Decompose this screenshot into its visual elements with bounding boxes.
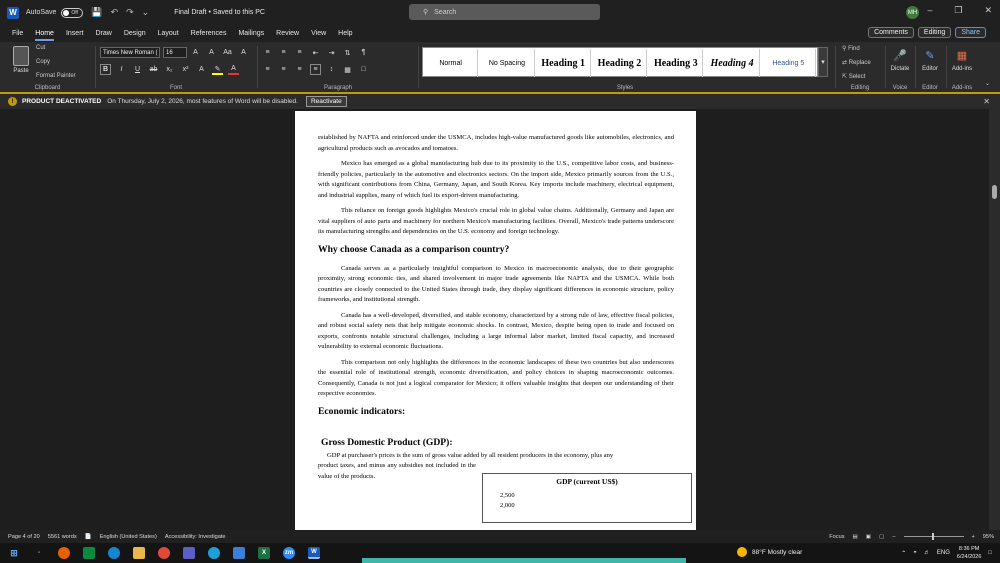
- weather-widget[interactable]: [737, 547, 802, 557]
- tab-file[interactable]: File: [12, 30, 24, 37]
- dictate-button[interactable]: [888, 46, 912, 72]
- status-bar: [0, 530, 1000, 543]
- undo-icon[interactable]: ↶: [110, 7, 119, 17]
- tab-mailings[interactable]: Mailings: [238, 30, 265, 37]
- ribbon: [0, 42, 1000, 92]
- style-no-spacing[interactable]: No Spacing: [480, 49, 534, 77]
- select-button[interactable]: [842, 73, 865, 80]
- zoom-level[interactable]: 95%: [982, 533, 994, 540]
- redo-icon[interactable]: ↷: [126, 7, 134, 17]
- paragraph: Canada has a well-developed, diversified, and stable economy, characterized by a strong rule of law, effective fiscal policies, and robust social safety nets that help mitigate economic shocks. In contrast, Mexico, despite being open to trade and focused on exports, confronts notable structural challenges, including a large informal labor market, limited fiscal capacity, and increased vulnerability to external economic fluctuations.: [318, 311, 674, 350]
- search-box[interactable]: [409, 4, 600, 20]
- style-normal[interactable]: Normal: [424, 49, 478, 77]
- clear-format-icon[interactable]: A: [241, 49, 246, 56]
- paragraph: This reliance on foreign goods highlights Mexico's crucial role in global value chains. Additionally, Germany and Japan are vital suppliers of auto parts and machinery for northern Mexico's manufacturing facilities. Overall, Mexico's trade patterns underscore its manufacturing strengths and dependencies on the U.S. economy and foreign technology.: [318, 207, 674, 235]
- clock-time: 8:36 PM: [958, 546, 980, 552]
- document-title[interactable]: Final Draft • Saved to this PC: [174, 9, 265, 16]
- section-heading: Economic indicators:: [318, 405, 406, 417]
- align-center-icon[interactable]: ≡: [281, 66, 286, 73]
- style-heading-4[interactable]: Heading 4: [705, 49, 759, 77]
- line-spacing-icon[interactable]: ↕: [329, 66, 334, 73]
- addins-label: Add-ins: [951, 66, 973, 72]
- banner-message: On Thursday, July 2, 2026, most features of Word will be disabled.: [107, 98, 298, 105]
- collapse-ribbon-icon[interactable]: ⌄: [985, 81, 991, 87]
- styles-group-label: Styles: [616, 85, 634, 91]
- autosave-label: AutoSave: [26, 9, 57, 16]
- divider: [257, 46, 258, 88]
- chevron-up-icon[interactable]: ⌃: [901, 550, 907, 557]
- style-heading-1[interactable]: Heading 1: [537, 49, 591, 77]
- justify-icon[interactable]: ≡: [310, 64, 321, 75]
- file-explorer-icon[interactable]: [133, 547, 145, 559]
- minimize-icon[interactable]: –: [927, 5, 933, 15]
- tab-layout[interactable]: Layout: [157, 30, 179, 37]
- select-icon: ⇱: [842, 74, 849, 80]
- customize-toolbar-icon[interactable]: ⌄: [141, 7, 150, 17]
- y-tick-label: 2,500: [500, 491, 515, 499]
- tab-review[interactable]: Review: [276, 30, 300, 37]
- subsection-heading: Gross Domestic Product (GDP):: [321, 436, 453, 448]
- toggle-knob-icon: [63, 10, 69, 16]
- teams-icon[interactable]: [183, 547, 195, 559]
- bold-icon[interactable]: B: [100, 64, 111, 75]
- editor-button[interactable]: [918, 46, 942, 72]
- comments-button[interactable]: Comments: [868, 27, 914, 38]
- copy-button[interactable]: Copy: [36, 59, 51, 65]
- search-input[interactable]: Search: [434, 8, 457, 16]
- paragraph: GDP at purchaser's prices is the sum of gross value added by all resident producers in the economy, plus any: [327, 451, 614, 459]
- autosave-state: Off: [71, 9, 78, 16]
- divider: [418, 46, 419, 88]
- weather-sun-icon: [737, 547, 747, 557]
- decrease-indent-icon[interactable]: ⇤: [312, 49, 319, 57]
- editor-label: Editor: [922, 66, 938, 72]
- italic-icon[interactable]: I: [120, 66, 123, 73]
- system-tray: [901, 543, 992, 563]
- paragraph: established by NAFTA and reinforced under the USMCA, includes high-value manufactured goods like automobiles, electronics, and agricultural products such as avocados and tomatoes.: [318, 134, 674, 152]
- shading-icon[interactable]: ▦: [344, 66, 351, 74]
- microphone-icon: 🎤: [893, 49, 907, 62]
- clipboard-icon: [13, 46, 29, 66]
- clock-date: 6/24/2026: [956, 554, 982, 560]
- photos-icon[interactable]: [233, 547, 245, 559]
- warning-icon: !: [8, 97, 17, 106]
- restore-icon[interactable]: ❐: [954, 5, 963, 15]
- style-heading-5[interactable]: Heading 5: [762, 49, 816, 77]
- edge-icon[interactable]: [108, 547, 120, 559]
- sort-icon[interactable]: ⇅: [344, 49, 351, 57]
- accessibility-status[interactable]: Accessibility: Investigate: [164, 533, 226, 540]
- tab-home[interactable]: Home: [35, 30, 54, 37]
- web-layout-icon[interactable]: ▢: [879, 533, 885, 540]
- subscript-icon[interactable]: x₂: [166, 66, 173, 73]
- paragraph: Mexico has emerged as a global manufacturing hub due to its proximity to the U.S., competitive labor costs, and business-friendly policies, particularly in the automotive and electronics sectors. On the import side, Mexico primarily sources from the U.S., with significant contributions from China, Germany, Japan, and South Korea. Key imports include machinery, electrical equipment, and industrial supplies, many of which fuel its export-driven manufacturing.: [318, 160, 674, 199]
- replace-button[interactable]: [842, 59, 871, 66]
- weather-text: 88°F Mostly clear: [752, 548, 803, 556]
- divider: [885, 46, 886, 88]
- zoom-in-icon[interactable]: +: [971, 533, 975, 540]
- font-color-icon[interactable]: A: [228, 64, 239, 75]
- paste-button[interactable]: [10, 46, 32, 74]
- section-heading: Why choose Canada as a comparison country?: [318, 243, 510, 255]
- addins-grid-icon: ▦: [956, 49, 968, 62]
- firefox-icon[interactable]: [58, 547, 70, 559]
- borders-icon[interactable]: □: [361, 66, 366, 73]
- find-label: Find: [848, 46, 860, 52]
- excel-icon[interactable]: X: [258, 547, 270, 559]
- document-page[interactable]: [295, 111, 696, 530]
- addins-group-label: Add-ins: [951, 85, 973, 91]
- bullets-icon[interactable]: ≡: [265, 49, 270, 56]
- zoom-slider[interactable]: [904, 536, 964, 537]
- tab-help[interactable]: Help: [338, 30, 353, 37]
- notifications-icon[interactable]: □: [988, 550, 992, 556]
- superscript-icon[interactable]: x²: [182, 66, 189, 73]
- scroll-thumb[interactable]: [992, 185, 997, 199]
- font-name-select[interactable]: Times New Roman (: [100, 47, 160, 58]
- addins-button[interactable]: [948, 46, 976, 72]
- show-marks-icon[interactable]: ¶: [361, 49, 366, 56]
- find-icon: ⚲: [842, 46, 849, 52]
- editing-mode-button[interactable]: Editing: [918, 27, 951, 38]
- divider: [915, 46, 916, 88]
- task-view-icon[interactable]: ▫: [37, 550, 41, 556]
- divider: [95, 46, 96, 88]
- change-case-icon[interactable]: Aa: [223, 49, 232, 56]
- window-controls: [927, 5, 992, 16]
- format-painter-button[interactable]: Format Painter: [36, 73, 76, 79]
- search-icon: ⚲: [423, 9, 429, 16]
- grow-font-icon[interactable]: A: [193, 49, 198, 56]
- divider: [835, 46, 836, 88]
- menu-bar: [0, 25, 1000, 42]
- highlight-icon[interactable]: ✎: [212, 64, 223, 75]
- tab-design[interactable]: Design: [123, 30, 146, 37]
- replace-label: Replace: [848, 60, 871, 66]
- clock[interactable]: [957, 545, 981, 561]
- document-canvas: [0, 109, 1000, 530]
- autosave-toggle[interactable]: [61, 8, 83, 18]
- tab-insert[interactable]: Insert: [65, 30, 84, 37]
- tab-references[interactable]: References: [190, 30, 227, 37]
- word-logo-icon: W: [7, 7, 19, 19]
- browser-icon[interactable]: [208, 547, 220, 559]
- paragraph: This comparison not only highlights the differences in the economic landscapes of these two countries but also underscores the essential role of institutional strength, economic diversification, and policy choices in shaping macroeconomic outcomes. Consequently, Canada is not just a logical comparator for Mexico; it offers valuable insights that deepen our understanding of their respective economies.: [318, 358, 674, 397]
- deactivation-banner: [0, 92, 1000, 109]
- gdp-chart[interactable]: [482, 473, 692, 523]
- wifi-icon[interactable]: ◓: [913, 550, 917, 556]
- lang-indicator[interactable]: ENG: [936, 550, 950, 556]
- save-icon[interactable]: 💾: [91, 7, 103, 17]
- close-banner-icon[interactable]: ✕: [983, 97, 990, 106]
- font-size-select[interactable]: 16: [163, 47, 187, 58]
- vertical-scrollbar[interactable]: [989, 109, 1000, 530]
- styles-more-icon[interactable]: ▾: [818, 47, 828, 77]
- dictate-label: Dictate: [890, 66, 910, 72]
- calendar-app-icon[interactable]: [83, 547, 95, 559]
- divider: [946, 46, 947, 88]
- editor-group-label: Editor: [922, 85, 938, 91]
- tab-draw[interactable]: Draw: [95, 30, 112, 37]
- paragraph: product taxes, and minus any subsidies not included in the value of the products.: [318, 462, 476, 480]
- increase-indent-icon[interactable]: ⇥: [328, 49, 335, 57]
- read-mode-icon[interactable]: ▤: [852, 533, 858, 540]
- editing-group-label: Editing: [850, 85, 870, 91]
- gdp-section: [318, 451, 674, 509]
- strikethrough-icon[interactable]: ab: [149, 66, 158, 73]
- word-taskbar-icon[interactable]: W: [308, 547, 320, 559]
- word-count[interactable]: 5561 words: [47, 533, 77, 540]
- print-layout-icon[interactable]: ▣: [865, 533, 872, 540]
- window-preview-strip: [362, 558, 686, 563]
- share-button[interactable]: Share: [955, 27, 986, 38]
- focus-button[interactable]: Focus: [829, 533, 845, 540]
- banner-title: PRODUCT DEACTIVATED: [22, 98, 102, 105]
- chrome-icon[interactable]: [158, 547, 170, 559]
- select-label: Select: [848, 74, 866, 80]
- cut-button[interactable]: Cut: [36, 45, 46, 51]
- start-icon[interactable]: ⊞: [10, 547, 18, 558]
- paste-label: Paste: [13, 68, 29, 74]
- paragraph: Canada serves as a particularly insightful comparison to Mexico in macroeconomic analysis, due to their geographic proximity, strong economic ties, and shared involvement in major trade agreements like NAFTA and the USMCA. While both countries are closely connected to the United States through trade, they display significant differences in economic structure, policy frameworks, and institutional strength.: [318, 264, 674, 303]
- align-left-icon[interactable]: ≡: [265, 66, 270, 73]
- speaker-icon[interactable]: ♬: [923, 550, 930, 556]
- language-status[interactable]: English (United States): [99, 533, 157, 540]
- text-effects-icon[interactable]: A: [199, 66, 204, 73]
- proofing-icon[interactable]: 📄: [84, 533, 92, 540]
- zoom-app-icon[interactable]: zm: [283, 547, 295, 559]
- close-icon[interactable]: ✕: [984, 5, 992, 15]
- underline-icon[interactable]: U: [134, 66, 141, 73]
- replace-icon: ⇄: [842, 60, 849, 66]
- y-tick-label: 2,000: [500, 501, 515, 509]
- shrink-font-icon[interactable]: A: [209, 49, 214, 56]
- font-group-label: Font: [169, 85, 182, 91]
- tab-view[interactable]: View: [311, 30, 327, 37]
- reactivate-button[interactable]: Reactivate: [306, 96, 347, 107]
- voice-group-label: Voice: [892, 85, 908, 91]
- align-right-icon[interactable]: ≡: [297, 66, 302, 73]
- editor-pen-icon: ✎: [925, 49, 935, 62]
- numbering-icon[interactable]: ≡: [281, 49, 286, 56]
- multilevel-list-icon[interactable]: ≡: [297, 49, 302, 56]
- style-heading-3[interactable]: Heading 3: [649, 49, 703, 77]
- chart-title: GDP (current US$): [556, 476, 618, 486]
- styles-gallery: [422, 47, 818, 77]
- paragraph-group-label: Paragraph: [323, 85, 353, 91]
- style-heading-2[interactable]: Heading 2: [593, 49, 647, 77]
- clipboard-group-label: Clipboard: [34, 85, 61, 91]
- find-button[interactable]: [842, 45, 860, 52]
- page-count[interactable]: Page 4 of 20: [8, 533, 40, 540]
- zoom-out-icon[interactable]: –: [892, 533, 896, 540]
- avatar[interactable]: MH: [906, 6, 919, 19]
